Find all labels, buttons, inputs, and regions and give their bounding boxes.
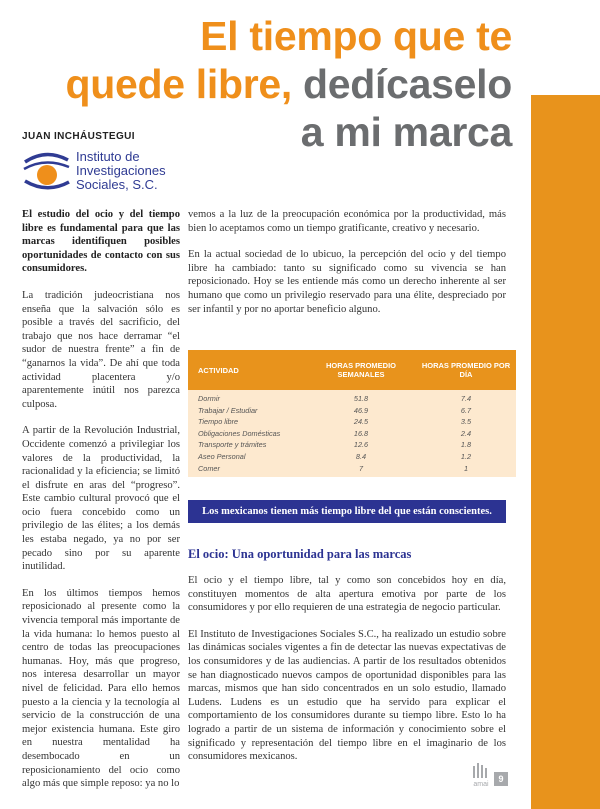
table-cell: Trabajar / Estudiar (198, 405, 258, 415)
table-header (188, 350, 516, 390)
table-cell: 2.4 (460, 428, 472, 438)
left-column (22, 208, 180, 804)
amai-logo-text: amai (473, 781, 489, 788)
table-cell: 7.4 (460, 394, 472, 403)
table-cell: 16.8 (353, 428, 369, 438)
table-header-cell: ACTIVIDAD (198, 365, 239, 375)
table-cell: 51.8 (353, 394, 369, 403)
table-row (188, 405, 516, 417)
body-paragraph: A partir de la Revolución Industrial, Occidente comenzó a privilegiar los valores de la productividad, la racionalidad y la eficiencia; se limitó el disfrute en aras del “progreso”. Este cambio cultural provocó que el ocio fuera concebido como un privilegio de las élites; a los demás les estaba negado, ya no por ser pecado sino por su aparente inutilidad. (22, 425, 180, 573)
institute-logo-text (76, 150, 166, 192)
page-number: 9 (494, 772, 508, 786)
body-paragraph: En los últimos tiempos hemos reposicionado al presente como la vivencia temporal más importante de la vida humana: lo hemos puesto al centro de todas las preocupaciones humanas. Hoy, más que progreso, nos interesa desarrollar un mayor nivel de felicidad. Para ello hemos puesto a la ciencia y la tecnología al servicio de la construcción de una mejor existencia humana. Este giro en nuestra mentalidad ha desembocado en un reposicionamiento del ocio como algo más que simple reposo: ya no lo (22, 587, 180, 790)
table-cell: Transporte y trámites (198, 440, 267, 450)
logo-line-3: Sociales, S.C. (76, 177, 158, 192)
lead-paragraph: El estudio del ocio y del tiempo libre es fundamental para que las marcas identifiquen posibles oportunidades de contacto con sus consumidores. (22, 209, 180, 275)
side-accent-bar (531, 95, 600, 809)
table-row (188, 416, 516, 428)
amai-logo-icon (470, 762, 492, 788)
right-column-top (188, 208, 506, 329)
table-cell: Aseo Personal (198, 451, 246, 461)
logo-line-1: Instituto de (76, 149, 140, 164)
highlight-banner: Los mexicanos tienen más tiempo libre del que están conscientes. (188, 500, 506, 523)
table-cell: 6.7 (460, 405, 472, 415)
author-byline: JUAN INCHÁUSTEGUI (22, 131, 135, 142)
table-cell: 24.5 (353, 417, 369, 427)
table-cell: 1.8 (460, 440, 472, 450)
table-cell: 1 (463, 463, 469, 473)
body-paragraph: El ocio y el tiempo libre, tal y como son concebidos hoy en día, constituyen momentos de alta apertura emotiva por parte de los consumidores y por ello requieren de una estrategia de negocio particular. (188, 575, 506, 614)
right-column-bottom (188, 574, 506, 777)
table-row (188, 463, 516, 475)
title-gray-1: dedícaselo (291, 61, 512, 107)
institute-logo-icon (22, 148, 72, 196)
table-header-cell: HORAS PROMEDIO POR DÍA (421, 361, 511, 379)
table-cell: 1.2 (460, 451, 472, 461)
body-paragraph: En la actual sociedad de lo ubicuo, la percepción del ocio y del tiempo libre ha cambiado: tanto su significado como su vivencia se han reposicionado. Hoy se les entiende más como un derecho inherente al ser humano que como un privilegio reservado para una élite, despreciado por ser infantil y por no aportar beneficio alguno. (188, 249, 506, 315)
table-header-cell: HORAS PROMEDIO SEMANALES (325, 361, 396, 379)
title-orange-1: El tiempo que te (200, 13, 512, 59)
table-row (188, 439, 516, 451)
amai-logo (470, 762, 492, 788)
table-cell: Tiempo libre (198, 417, 239, 427)
table-cell: 8.4 (355, 451, 367, 461)
section-heading: El ocio: Una oportunidad para las marcas (188, 547, 412, 561)
table-cell: 12.6 (353, 440, 369, 450)
body-paragraph: vemos a la luz de la preocupación económica por la productividad, más bien lo aceptamos como un tiempo gratificante, creativo y necesario. (188, 209, 506, 234)
title-gray-2: a mi marca (300, 109, 512, 155)
body-paragraph: El Instituto de Investigaciones Sociales S.C., ha realizado un estudio sobre las dinámicas sociales vigentes a fin de detectar las nuevas expectativas de los consumidores y de las audiencias. A partir de los resultados obtenidos se han diagnosticado nuevos campos de oportunidad disponibles para las marcas, mismos que han sido concentrados en un solo estudio, llamado Ludens. Ludens es un estudio que ha servido para explicar el comportamiento de los consumidores durante su tiempo libre. Esto lo ha logrado a partir de un sistema de información y conocimiento sobre el significado y representación del tiempo libre en el imaginario de los consumidores mexicanos. (188, 628, 506, 763)
table-row (188, 428, 516, 440)
table-cell: Comer (198, 463, 220, 473)
institute-logo (22, 148, 222, 196)
logo-line-2: Investigaciones (76, 163, 166, 178)
table-cell: Dormir (198, 394, 220, 403)
body-paragraph: La tradición judeocristiana nos enseña que la salvación sólo es posible a través del sacrificio, del trabajo que nos hace derramar “el sudor de nuestra frente” a fin de “ganarnos la vida”. De ahí que toda actividad placentera y/o aparentemente inútil nos parezca culposa. (22, 289, 180, 410)
table-row (188, 393, 516, 405)
activity-hours-table (188, 350, 516, 477)
table-cell: 3.5 (460, 417, 472, 427)
table-cell: 7 (358, 463, 364, 473)
title-orange-2: quede libre, (65, 61, 292, 107)
table-body (188, 390, 516, 477)
table-cell: 46.9 (353, 405, 369, 415)
table-row (188, 451, 516, 463)
table-cell: Obligaciones Domésticas (198, 428, 281, 438)
